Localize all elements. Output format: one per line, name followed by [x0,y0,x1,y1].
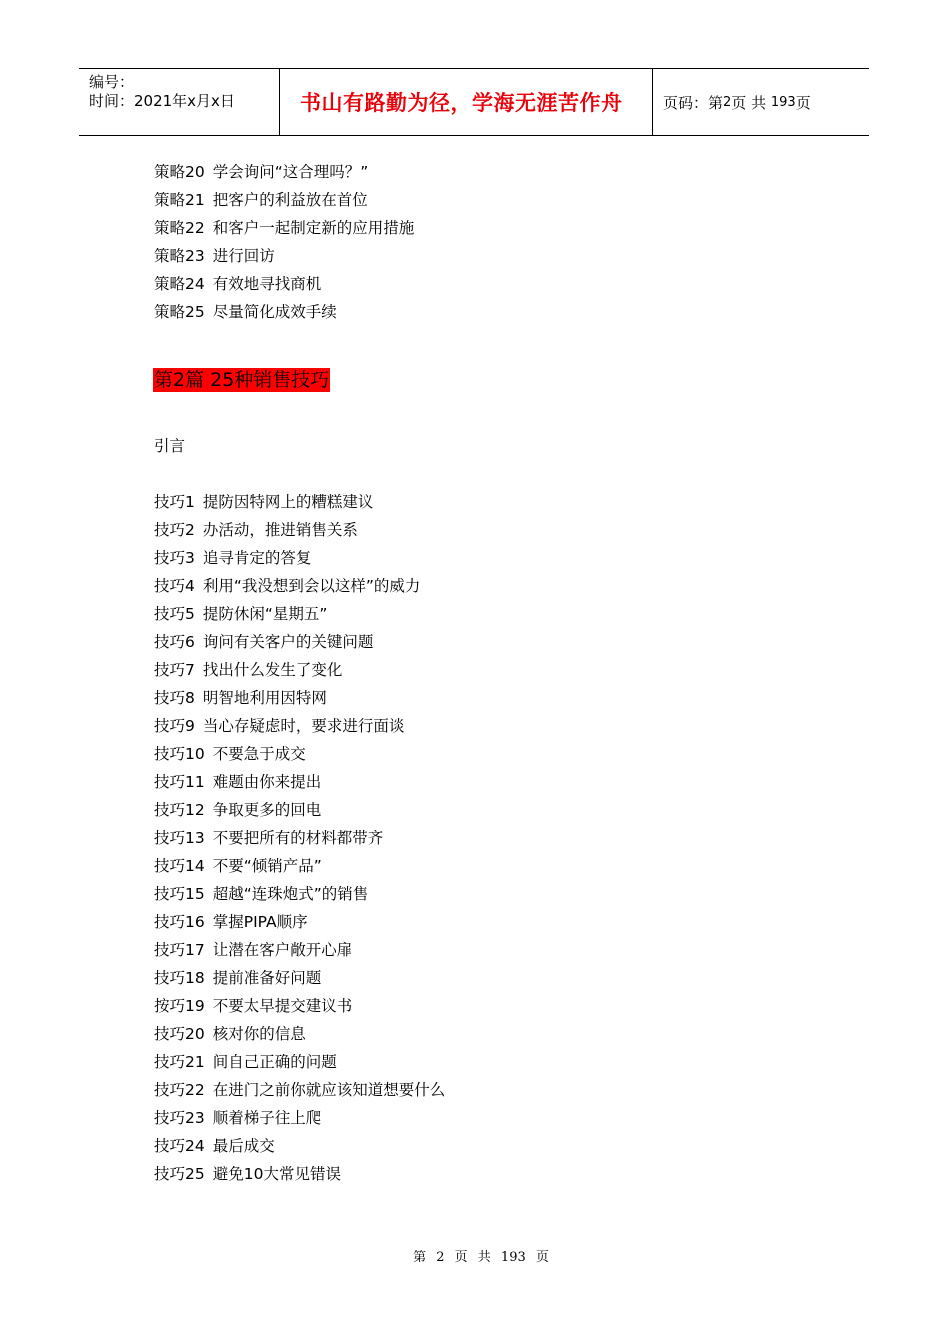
tip-item-text: 不要“倾销产品” [212,857,322,875]
tip-item [154,1132,445,1160]
strategy-item-key: 策略23 [154,247,205,265]
tip-item [154,740,445,768]
strategy-item-key: 策略25 [154,303,205,321]
header-meta [79,69,280,135]
tip-item-key: 技巧18 [154,969,205,987]
tip-item-text: 掌握PIPA顺序 [212,913,308,931]
strategy-item-key: 策略21 [154,191,205,209]
tip-item [154,1104,445,1132]
tip-item-text: 避免10大常见错误 [212,1165,341,1183]
tip-item-key: 技巧11 [154,773,205,791]
strategy-item-text: 有效地寻找商机 [212,275,322,293]
header-motto: 书山有路勤为径，学海无涯苦作舟 [280,69,653,135]
tip-item-key: 技巧17 [154,941,205,959]
tip-item [154,1076,445,1104]
page-mid: 页 共 [731,93,767,112]
tip-item-key: 技巧21 [154,1053,205,1071]
tip-item-key: 技巧22 [154,1081,205,1099]
tip-item-text: 找出什么发生了变化 [202,661,343,679]
tip-item-key: 技巧4 [154,577,195,595]
tip-item [154,936,445,964]
strategy-item-key: 策略20 [154,163,205,181]
tip-item [154,852,445,880]
tip-item-key: 技巧6 [154,633,195,651]
tip-item-key: 技巧24 [154,1137,205,1155]
tip-item-text: 提防因特网上的糟糕建议 [202,493,374,511]
tip-item-key: 技巧12 [154,801,205,819]
tip-item [154,824,445,852]
tip-item-text: 当心存疑虑时，要求进行面谈 [202,717,405,735]
strategy-item [154,298,414,326]
strategy-item [154,214,414,242]
tip-item-text: 不要把所有的材料都带齐 [212,829,384,847]
tip-item-key: 技巧2 [154,521,195,539]
section-title: 第2篇 25种销售技巧 [154,369,330,391]
page-label: 页码：第 [663,93,724,112]
tip-item-text: 超越“连珠炮式”的销售 [212,885,369,903]
tip-item-text: 间自己正确的问题 [212,1053,337,1071]
tip-item-key: 技巧15 [154,885,205,903]
tips-list [154,488,445,1188]
tip-item-key: 技巧9 [154,717,195,735]
tip-item [154,964,445,992]
tip-item-text: 让潜在客户敞开心扉 [212,941,353,959]
strategy-item [154,158,414,186]
tip-item-text: 利用“我没想到会以这样”的威力 [202,577,421,595]
tip-item [154,628,445,656]
tip-item-text: 追寻肯定的答复 [202,549,312,567]
number-label: 编号： [89,73,135,91]
tip-item-key: 技巧14 [154,857,205,875]
page-end: 页 [795,93,811,112]
tip-item [154,488,445,516]
tip-item [154,908,445,936]
tip-item [154,600,445,628]
tip-item [154,1020,445,1048]
tip-item-key: 技巧20 [154,1025,205,1043]
strategy-item-key: 策略24 [154,275,205,293]
tip-item-text: 提防休闲“星期五” [202,605,328,623]
tip-item-key: 技巧23 [154,1109,205,1127]
tip-item [154,544,445,572]
tip-item-text: 询问有关客户的关键问题 [202,633,374,651]
tip-item-text: 最后成交 [212,1137,275,1155]
tip-item [154,516,445,544]
header-page-info [653,69,869,135]
tip-item [154,796,445,824]
strategy-item-key: 策略22 [154,219,205,237]
page-total: 193 [770,94,796,110]
tip-item-text: 在进门之前你就应该知道想要什么 [212,1081,446,1099]
strategy-item-text: 进行回访 [212,247,275,265]
tip-item-key: 技巧13 [154,829,205,847]
page-current: 2 [723,94,732,110]
tip-item-text: 明智地利用因特网 [202,689,327,707]
tip-item-key: 技巧25 [154,1165,205,1183]
tip-item-key: 技巧5 [154,605,195,623]
tip-item [154,684,445,712]
strategy-item-text: 和客户一起制定新的应用措施 [212,219,415,237]
tip-item-key: 按巧19 [154,997,205,1015]
tip-item-text: 顺着梯子往上爬 [212,1109,322,1127]
time-label: 时间：2021年x月x日 [89,92,235,110]
tip-item [154,572,445,600]
tip-item [154,768,445,796]
strategy-list [154,158,414,326]
strategy-item [154,242,414,270]
tip-item [154,880,445,908]
tip-item-text: 难题由你来提出 [212,773,322,791]
page-header [79,68,869,136]
tip-item-text: 办活动，推进销售关系 [202,521,358,539]
intro-heading: 引言 [154,437,186,455]
tip-item [154,1160,445,1188]
tip-item-text: 核对你的信息 [212,1025,306,1043]
tip-item-key: 技巧10 [154,745,205,763]
tip-item-text: 不要太早提交建议书 [212,997,353,1015]
tip-item-key: 技巧8 [154,689,195,707]
strategy-item-text: 把客户的利益放在首位 [212,191,368,209]
tip-item [154,992,445,1020]
tip-item [154,712,445,740]
tip-item-key: 技巧7 [154,661,195,679]
strategy-item-text: 学会询问“这合理吗？” [212,163,369,181]
tip-item [154,1048,445,1076]
strategy-item [154,186,414,214]
tip-item [154,656,445,684]
tip-item-text: 提前准备好问题 [212,969,322,987]
page-footer: 第 2 页 共 193 页 [413,1250,549,1265]
tip-item-key: 技巧16 [154,913,205,931]
tip-item-key: 技巧3 [154,549,195,567]
tip-item-text: 不要急于成交 [212,745,306,763]
tip-item-key: 技巧1 [154,493,195,511]
strategy-item [154,270,414,298]
strategy-item-text: 尽量简化成效手续 [212,303,337,321]
tip-item-text: 争取更多的回电 [212,801,322,819]
